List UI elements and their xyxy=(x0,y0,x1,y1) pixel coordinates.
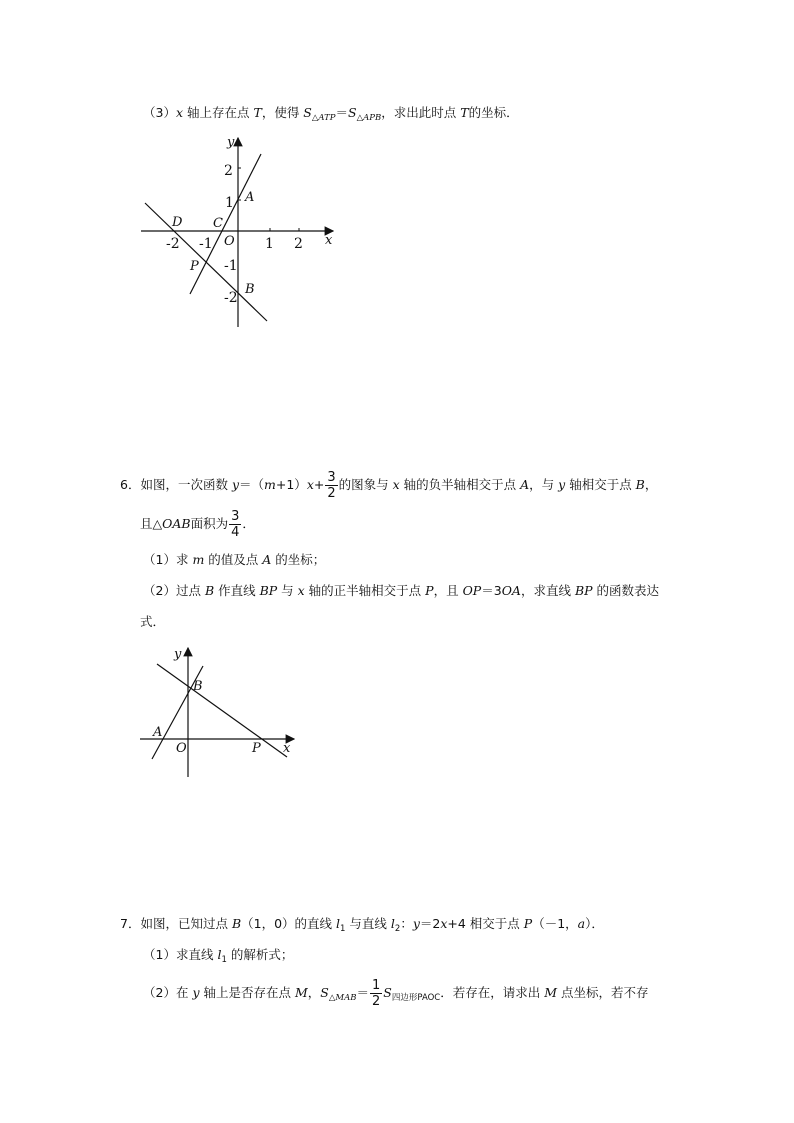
fig2-x-label: x xyxy=(283,741,291,756)
q6-fraction-3-4: $\frac{3}{4}$ xyxy=(231,509,240,540)
fig1-tick-x-neg1: -1 xyxy=(199,236,213,252)
fig2-y-label: y xyxy=(174,647,182,662)
fig1-point-d: D xyxy=(172,215,183,230)
fig1-tick-y-1: 1 xyxy=(225,195,234,211)
fig1-origin: O xyxy=(224,234,235,249)
q6-part1: （1）求 m 的值及点 A 的坐标； xyxy=(143,552,326,567)
q7-part1: （1）求直线 $l_1$ 的解析式； xyxy=(143,947,294,965)
fig1-tick-y-neg2: -2 xyxy=(224,290,238,306)
q6-part2-line2: 式． xyxy=(140,614,166,629)
q6-text-line1: 6．如图，一次函数 y＝（m+1）x+ $\frac{3}{2}$ 的图象与 x 轴的负半轴相交于点 A，与 y 轴相交于点 B， xyxy=(120,470,658,501)
fig1-x-label: x xyxy=(325,233,333,248)
q7-fraction-1-2: $\frac{1}{2}$ xyxy=(372,978,381,1009)
q6-fraction-3-2: $\frac{3}{2}$ xyxy=(327,470,336,501)
fig1-point-a: A xyxy=(245,190,255,205)
fig2-point-p: P xyxy=(252,741,261,756)
q5-part3-text: （3）x 轴上存在点 T，使得 $S_{\triangle ATP}=S_{\triangle APB}$，求出此时点 T的坐标． xyxy=(143,105,519,123)
fig1-tick-x-1: 1 xyxy=(265,236,274,252)
fig1-point-b: B xyxy=(245,282,255,297)
fig1-tick-x-neg2: -2 xyxy=(166,236,180,252)
q7-part2: （2）在 y 轴上是否存在点 M，$S_{\triangle MAB}=$ $\frac{1}{2}$ $S_{四边形PAOC}$．若存在，请求出 M 点坐标，若不存 xyxy=(143,978,649,1009)
fig1-y-label: y xyxy=(227,135,235,150)
fig1-point-p: P xyxy=(190,259,199,274)
fig1-tick-x-2: 2 xyxy=(294,236,303,252)
fig2-point-a: A xyxy=(153,725,163,740)
fig2-point-b: B xyxy=(193,679,203,694)
fig1-tick-y-2: 2 xyxy=(224,163,233,179)
q6-part2-line1: （2）过点 B 作直线 BP 与 x 轴的正半轴相交于点 P，且 OP＝3OA，求直线 BP 的函数表达 xyxy=(143,583,660,598)
fig1-point-c: C xyxy=(213,216,223,231)
q7-text-line1: 7．如图，已知过点 B（1，0）的直线 $l_1$ 与直线 $l_2$：y＝2x+4 相交于点 P（－1，a）． xyxy=(120,916,604,934)
q6-text-line2: 且△OAB面积为 $\frac{3}{4}$ ． xyxy=(140,509,255,540)
fig2-origin: O xyxy=(176,741,187,756)
fig1-tick-y-neg1: -1 xyxy=(224,258,238,274)
